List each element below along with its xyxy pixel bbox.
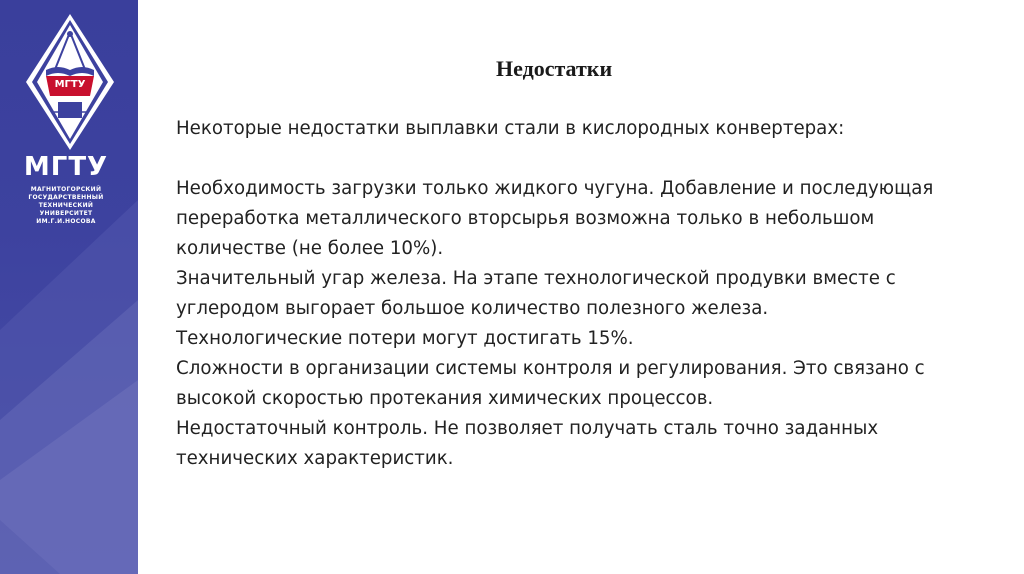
slide-title: Недостатки: [496, 56, 613, 81]
body-line: Необходимость загрузки только жидкого чугуна. Добавление и последующая: [176, 178, 934, 199]
body-line: Сложности в организации системы контроля и регулирования. Это связано с: [176, 358, 925, 379]
body-line: технических характеристик.: [176, 448, 454, 469]
brand-subtitle-line: УНИВЕРСИТЕТ: [39, 210, 93, 217]
spacer: [176, 144, 1024, 174]
body-line: углеродом выгорает большое количество полезного железа.: [176, 298, 769, 319]
body-line: Недостаточный контроль. Не позволяет получать сталь точно заданных: [176, 418, 879, 439]
intro-text: Некоторые недостатки выплавки стали в кислородных конвертерах:: [176, 118, 845, 139]
slide-body: [176, 114, 1024, 474]
body-line: Технологические потери могут достигать 15%.: [176, 328, 634, 349]
body-line: переработка металлического вторсырья возможна только в небольшом: [176, 208, 875, 229]
emblem-label: МГТУ: [54, 79, 86, 90]
body-line: высокой скоростью протекания химических процессов.: [176, 388, 714, 409]
body-line: количестве (не более 10%).: [176, 238, 444, 259]
body-line: Значительный угар железа. На этапе технологической продувки вместе с: [176, 268, 896, 289]
brand-subtitle-line: ГОСУДАРСТВЕННЫЙ: [28, 194, 104, 201]
brand-name: МГТУ: [23, 152, 109, 182]
brand-subtitle-line: ИМ.Г.И.НОСОВА: [36, 218, 96, 225]
sidebar: [0, 0, 138, 574]
brand-subtitle-line: ТЕХНИЧЕСКИЙ: [38, 202, 94, 209]
brand-subtitle-line: МАГНИТОГОРСКИЙ: [30, 186, 102, 193]
brand-subtitle: [0, 186, 132, 226]
